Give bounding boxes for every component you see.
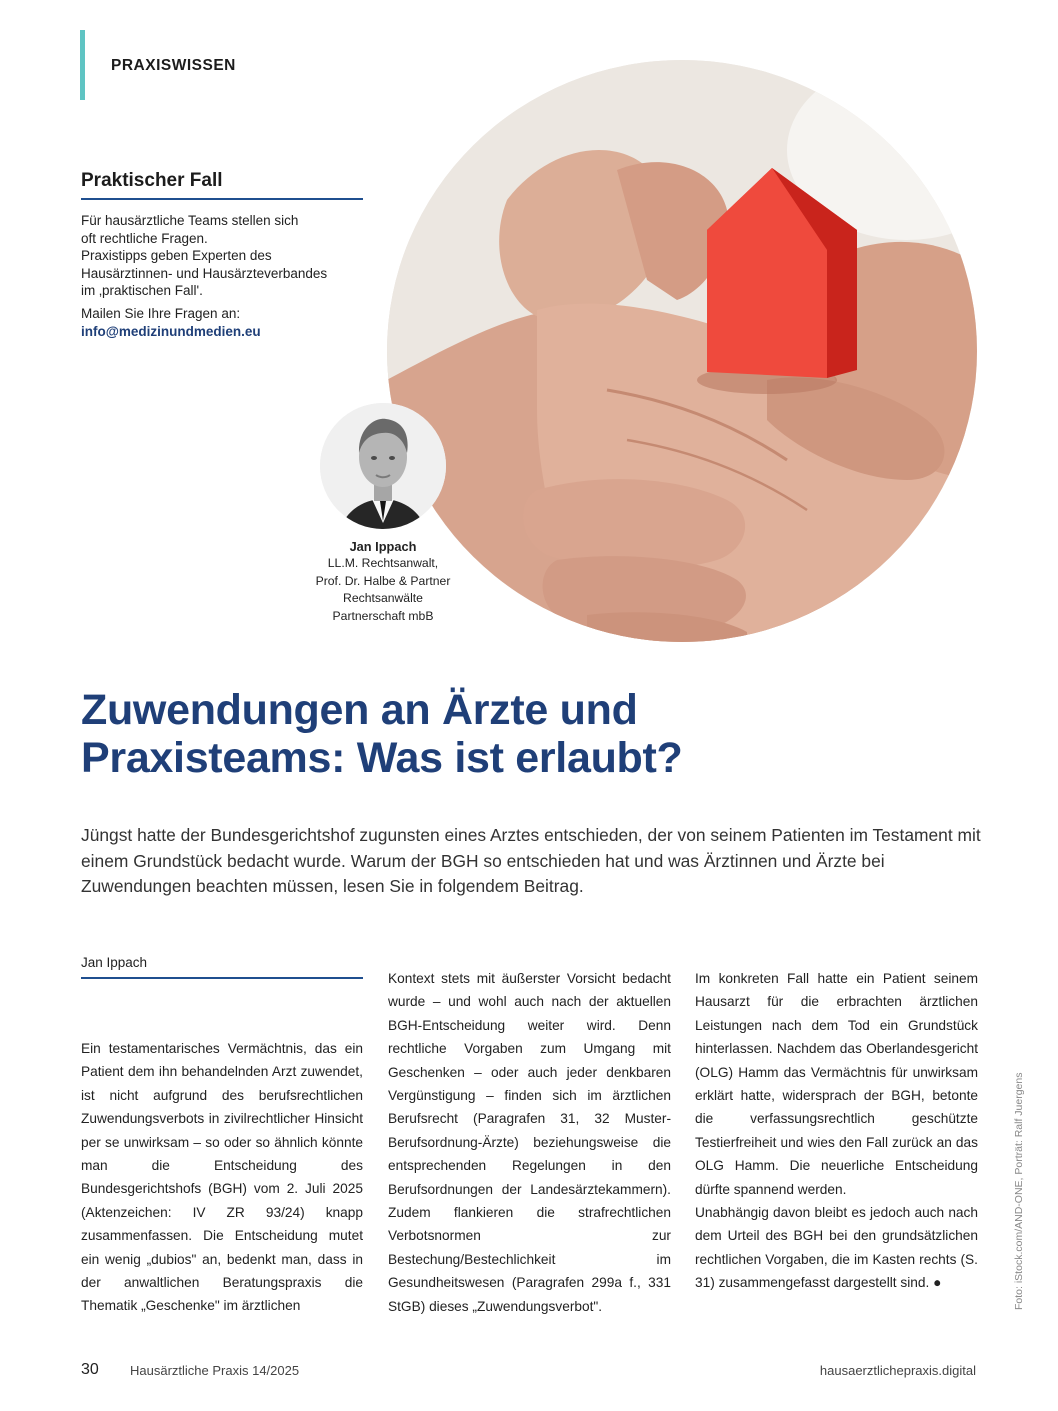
sidebar-mail-intro: Mailen Sie Ihre Fragen an: — [81, 305, 241, 321]
section-label: PRAXISWISSEN — [111, 57, 236, 74]
author-credential: LL.M. Rechtsanwalt, — [327, 556, 439, 571]
article-byline: Jan Ippach — [81, 955, 148, 970]
sidebar-line: im ‚praktischen Fall'. — [81, 283, 203, 299]
author-name: Jan Ippach — [349, 539, 417, 554]
sidebar-line: Hausärztinnen- und Hausärzteverbandes — [81, 265, 328, 281]
article-column-3 — [695, 967, 978, 1295]
article-headline — [81, 686, 981, 782]
author-portrait — [320, 403, 446, 529]
byline-divider — [81, 977, 363, 979]
author-credential: Prof. Dr. Halbe & Partner — [315, 573, 451, 588]
sidebar-line: Praxistipps geben Experten des — [81, 248, 272, 264]
article-paragraph: Unabhängig davon bleibt es jedoch auch nach dem Urteil des BGH bei den grundsätzlichen rechtlichen Vorgaben, die im Kasten rechts (S. 31) zusammengefasst dargestellt sind. ● — [695, 1205, 978, 1291]
article-column-1: Ein testamentarisches Vermächtnis, das ein Patient dem ihn behandelnden Arzt zuwendet, ist nicht aufgrund des berufsrechtlichen Zuwendungsverbots in zivilrechtlicher Hinsicht per se unwirksam – so oder so ähnlich könnte man die Entscheidung des Bundesgerichtshofs (BGH) vom 2. Juli 2025 (Aktenzeichen: IV ZR 93/24) knapp zusammenfassen. Die Entscheidung mutet ein wenig „dubios" an, bedenkt man, dass in der anwaltlichen Beratungspraxis die Thematik „Geschenke" im ärztlichen — [81, 1041, 363, 1314]
accent-bar — [80, 30, 85, 100]
footer-website-link[interactable]: hausaerztlichepraxis.digital — [819, 1363, 976, 1378]
author-card — [297, 538, 469, 625]
sidebar-line: Für hausärztliche Teams stellen sich — [81, 213, 299, 228]
sidebar-email-link[interactable]: info@medizinundmedien.eu — [81, 323, 261, 339]
headline-line: Praxisteams: Was ist erlaubt? — [81, 734, 683, 782]
author-credential: Rechtsanwälte — [343, 591, 423, 606]
sidebar-title: Praktischer Fall — [81, 170, 223, 191]
article-column-2: Kontext stets mit äußerster Vorsicht bedacht wurde – und wohl auch nach der aktuellen BGH-Entscheidung weiter wird. Denn rechtliche Vorgaben zum Umgang mit Geschenken – oder auch jeder denkbaren Vergünstigung – finden sich im ärztlichen Berufsrecht (Paragrafen 31, 32 Muster-Berufsordnung-Ärzte) beziehungsweise die entsprechenden Regelungen in den Berufsordnungen der Landesärztekammern). Zudem flankieren die strafrechtlichen Verbotsnormen zur Bestechung/Bestechlichkeit im Gesundheitswesen (Paragrafen 299a f., 331 StGB) dieses „Zuwendungsverbot". — [388, 971, 671, 1314]
sidebar-body — [81, 212, 371, 340]
footer-issue: Hausärztliche Praxis 14/2025 — [130, 1363, 300, 1378]
hands-holding-house-illustration — [387, 60, 977, 642]
author-credential: Partnerschaft mbB — [332, 608, 434, 623]
sidebar-divider — [81, 198, 363, 200]
photo-credit: Foto: iStock.com/AND-ONE, Porträt: Ralf Juergens — [1013, 1072, 1025, 1310]
author-portrait-illustration — [320, 403, 446, 529]
article-paragraph: Im konkreten Fall hatte ein Patient seinem Hausarzt für die erbrachten ärztlichen Leistungen nach dem Tod ein Grundstück hinterlassen. Nachdem das Oberlandesgericht (OLG) Hamm das Vermächtnis für unwirksam erklärt hatte, widersprach der BGH, betonte die verfassungsrechtlich geschützte Testierfreiheit und wies den Fall zurück an das OLG Hamm. Die neuerliche Entscheidung dürfte spannend werden. — [695, 971, 978, 1197]
hero-photo — [387, 60, 977, 642]
sidebar-line: oft rechtliche Fragen. — [81, 230, 208, 246]
page-number: 30 — [81, 1361, 99, 1378]
article-lead: Jüngst hatte der Bundesgerichtshof zugunsten eines Arztes entschieden, der von seinem Patienten im Testament mit einem Grundstück bedacht wurde. Warum der BGH so entschieden hat und was Ärztinnen und Ärzte bei Zuwendungen beachten müssen, lesen Sie in folgendem Beitrag. — [81, 825, 981, 896]
headline-line: Zuwendungen an Ärzte und — [81, 686, 638, 734]
